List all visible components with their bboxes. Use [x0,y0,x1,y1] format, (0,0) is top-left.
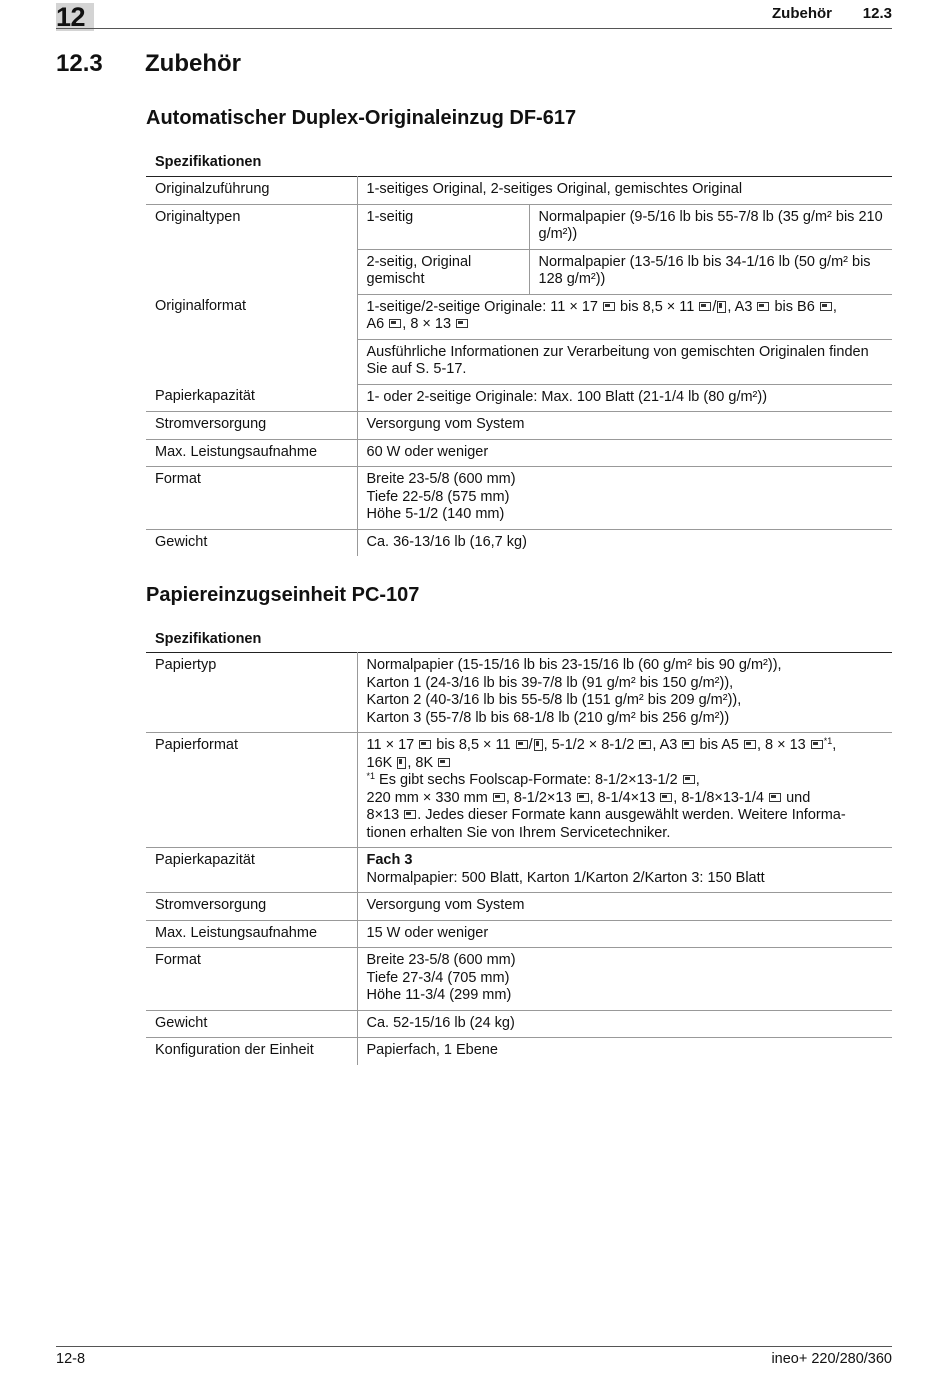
table-row [146,948,892,1011]
row-value: Ca. 52-15/16 lb (24 kg) [357,1010,892,1038]
value-text: tionen erhalten Sie von Ihrem Servicetechniker. [366,824,671,841]
value-text: 1-seitige/2-seitige Originale: 11 × 17 [366,298,598,315]
row-value: Normalpapier (9-5/16 lb bis 55-7/8 lb (35 g/m² bis 210 g/m²)) [529,204,892,249]
row-note: Ausführliche Informationen zur Verarbeitung von gemischten Originalen finden Sie auf S. 5-17. [357,339,892,384]
table-row [146,529,892,556]
value-text: . Jedes dieser Formate kann ausgewählt werden. Weitere Informa- [417,807,846,823]
table-row [146,204,892,249]
value-line: Breite 23-5/8 (600 mm) [366,471,516,487]
row-label: Format [146,467,357,530]
product-model: ineo+ 220/280/360 [771,1351,892,1367]
table-row [146,848,892,893]
row-label: Max. Leistungsaufnahme [146,439,357,467]
value-line: Karton 1 (24-3/16 lb bis 39-7/8 lb (91 g/m² bis 150 g/m²)), [366,674,734,691]
value-heading: Fach 3 [366,852,413,868]
row-value: Versorgung vom System [357,412,892,440]
landscape-feed-icon [639,740,651,749]
row-value: 15 W oder weniger [357,920,892,948]
row-value [357,653,892,733]
table-row [146,294,892,339]
table-row [146,893,892,921]
landscape-feed-icon [811,740,823,749]
df617-heading: Automatischer Duplex-Originaleinzug DF-617 [146,107,577,129]
table-row [146,412,892,440]
value-text: 220 mm × 330 mm [366,789,488,806]
row-value: 1-seitiges Original, 2-seitiges Original, gemischtes Original [357,177,892,205]
value-line: Normalpapier (15-15/16 lb bis 23-15/16 lb (60 g/m² bis 90 g/m²)), [366,657,782,673]
row-value [357,848,892,893]
value-text: , 8 × 13 [756,737,806,753]
value-line: Karton 2 (40-3/16 lb bis 55-5/8 lb (151 g/m² bis 209 g/m²)), [366,692,742,708]
landscape-feed-icon [744,740,756,749]
row-value: 11 × 17 bis 8,5 × 11 / , 5-1/2 × 8-1/2 , A3 bis A5 , 8 × 13 $^{*1}$, 16K , 8K $^{*1}$ Es gibt sechs Foolscap-Formate: 8-1/2×13-1/2 , 220 mm × 330 mm , 8-1/2×13 , 8-1/4×13 , 8-1/8×13-1/4 und 8×13 . Jedes dieser Formate kann ausgewählt werden. Weitere Informa- tionen erhalten Sie von Ihrem Servicetechniker. [357,733,892,848]
landscape-feed-icon [757,302,769,311]
table-row [146,177,892,205]
page-number: 12-8 [56,1351,86,1367]
landscape-feed-icon [660,793,672,802]
portrait-feed-icon [534,739,543,751]
row-label: Originaltypen [146,204,357,294]
row-label: Max. Leistungsaufnahme [146,920,357,948]
value-text: bis A5 [699,737,739,753]
table-row [146,920,892,948]
value-text: bis 8,5 × 11 [436,737,511,753]
value-line: Tiefe 27-3/4 (705 mm) [366,969,510,986]
df617-spec-table [146,176,892,556]
landscape-feed-icon [769,793,781,802]
value-text: , 5-1/2 × 8-1/2 [543,737,635,753]
df617-specs-label: Spezifikationen [155,154,262,170]
value-text: , 8-1/4×13 [589,789,656,806]
value-line: Tiefe 22-5/8 (575 mm) [366,488,510,505]
value-text: , [832,298,837,315]
row-value: 1-seitige/2-seitige Originale: 11 × 17 bis 8,5 × 11 / , A3 bis B6 , A6 , 8 × 13 [357,294,892,339]
row-label: Gewicht [146,1010,357,1038]
row-value: 60 W oder weniger [357,439,892,467]
footer-rule [56,1346,892,1347]
value-text: , 8-1/8×13-1/4 [673,789,764,806]
pc107-heading: Papiereinzugseinheit PC-107 [146,584,420,606]
row-value: Papierfach, 1 Ebene [366,1042,498,1058]
landscape-feed-icon [438,758,450,767]
value-text: , 8K [407,754,434,771]
value-text: 11 × 17 [366,737,415,753]
landscape-feed-icon [820,302,832,311]
row-value [357,948,892,1011]
row-label: Originalformat [146,294,357,384]
value-text: 8×13 [366,807,400,823]
row-label: Papierkapazität [146,848,357,893]
table-row [146,1038,892,1065]
landscape-feed-icon [699,302,711,311]
row-value: Ca. 36-13/16 lb (16,7 kg) [366,533,527,550]
footnote-mark: *1 [366,771,376,781]
row-value: 1- oder 2-seitige Originale: Max. 100 Blatt (21-1/4 lb (80 g/m²)) [357,384,892,412]
table-row [146,384,892,412]
section-heading [56,50,241,78]
row-label: Format [146,948,357,1011]
value-text: , [695,772,700,788]
row-label: Originalzuführung [146,177,357,205]
value-text: und [786,789,811,806]
row-subtype: 2-seitig, Original gemischt [357,249,529,294]
table-row [146,733,892,848]
value-text: , A3 [727,298,753,315]
value-line: Karton 3 (55-7/8 lb bis 68-1/8 lb (210 g/m² bis 256 g/m²)) [366,709,730,726]
row-label: Papierformat [146,733,357,848]
pc107-spec-table [146,652,892,1065]
pc107-specs-label: Spezifikationen [155,631,262,647]
running-header-section: 12.3 [862,5,892,22]
landscape-feed-icon [516,740,528,749]
chapter-number: 12 [56,2,86,32]
landscape-feed-icon [577,793,589,802]
running-header-title: Zubehör [772,5,832,22]
landscape-feed-icon [603,302,615,311]
row-label: Gewicht [146,529,357,556]
value-text: bis B6 [774,298,815,315]
landscape-feed-icon [493,793,505,802]
landscape-feed-icon [683,775,695,784]
portrait-feed-icon [397,757,406,769]
landscape-feed-icon [404,810,416,819]
value-text: Es gibt sechs Foolscap-Formate: 8-1/2×13-1/2 [375,772,678,788]
value-line: Normalpapier: 500 Blatt, Karton 1/Karton 2/Karton 3: 150 Blatt [366,869,765,886]
value-line: Höhe 5-1/2 (140 mm) [366,506,505,522]
row-label: Papiertyp [146,653,357,733]
table-row [146,467,892,530]
table-row [146,653,892,733]
row-value: Normalpapier (13-5/16 lb bis 34-1/16 lb (50 g/m² bis 128 g/m²)) [529,249,892,294]
section-title: Zubehör [145,50,241,77]
value-text: , [832,737,837,753]
row-subtype: 1-seitig [357,204,529,249]
value-line: Höhe 11-3/4 (299 mm) [366,987,512,1003]
value-text: A6 [366,316,385,332]
row-value [357,467,892,530]
table-row [146,1010,892,1038]
landscape-feed-icon [682,740,694,749]
section-number: 12.3 [56,50,103,77]
value-line: Breite 23-5/8 (600 mm) [366,952,516,968]
row-label: Konfiguration der Einheit [146,1038,357,1065]
value-text: , A3 [652,737,678,753]
landscape-feed-icon [389,319,401,328]
landscape-feed-icon [419,740,431,749]
portrait-feed-icon [717,301,726,313]
row-label: Stromversorgung [146,412,357,440]
row-value: Versorgung vom System [357,893,892,921]
value-text: bis 8,5 × 11 [620,298,695,315]
landscape-feed-icon [456,319,468,328]
value-text: , 8 × 13 [402,316,452,332]
table-row [146,439,892,467]
value-text: 16K [366,754,393,771]
value-text: , 8-1/2×13 [505,789,572,806]
row-label: Papierkapazität [146,384,357,412]
footnote-mark: *1 [823,736,833,746]
header-rule [56,28,892,29]
row-label: Stromversorgung [146,893,357,921]
